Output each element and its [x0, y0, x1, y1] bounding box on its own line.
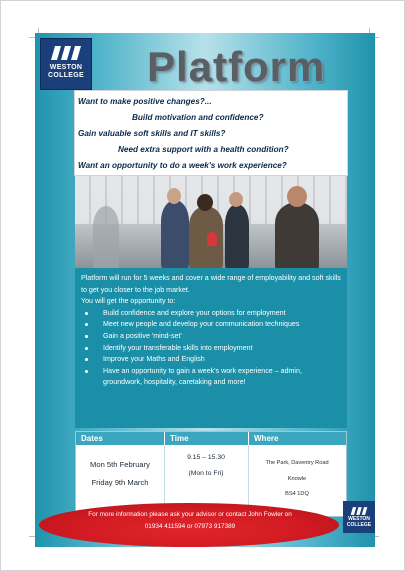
questions-box	[75, 91, 347, 175]
list-item: Identify your transferable skills into employment	[81, 343, 341, 355]
question-3: Gain valuable soft skills and IT skills?	[78, 129, 226, 138]
photo-person-4-head	[287, 186, 307, 207]
photo-person-2	[189, 206, 223, 268]
time-days: (Mon to Fri)	[188, 470, 224, 477]
list-item: Build confidence and explore your options for employment	[81, 308, 341, 320]
photo-person-3-head	[229, 192, 243, 207]
photo-person-1	[161, 200, 189, 268]
venue-line-1: The Park, Daventry Road	[265, 460, 329, 466]
college-emblem-icon	[51, 44, 81, 62]
photo-person-1-head	[167, 188, 181, 204]
venue-postcode: BS4 1DQ	[285, 491, 309, 497]
photo-person-2-head	[197, 194, 213, 211]
header-dates: Dates	[81, 434, 103, 443]
footer-line-2: 01934 411594 or 07973 917389	[144, 523, 236, 530]
list-item: Gain a positive 'mind-set'	[81, 331, 341, 343]
footer-line-1: For more information please ask your advisor or contact John Fowler on	[88, 511, 292, 518]
date-start: Mon 5th February	[90, 460, 150, 469]
logo-small-text-line2: COLLEGE	[346, 522, 372, 528]
poster-title: Platform	[147, 43, 326, 90]
college-emblem-icon	[350, 506, 368, 516]
venue-line-2: Knowle	[287, 476, 307, 482]
programme-intro: Platform will run for 5 weeks and cover a wide range of employability and soft skills to get you closer to the job market.	[81, 274, 341, 294]
photo-person-blurred	[93, 206, 119, 268]
photo-person-3	[225, 204, 249, 268]
weston-college-logo	[40, 38, 92, 90]
opportunity-list	[81, 308, 341, 389]
question-4: Need extra support with a health condition?	[118, 145, 289, 154]
list-item: Meet new people and develop your communication techniques	[81, 319, 341, 331]
question-2: Build motivation and confidence?	[132, 113, 264, 122]
logo-text-line2: COLLEGE	[48, 72, 84, 79]
contact-footer	[35, 501, 375, 547]
students-photo	[75, 176, 347, 268]
poster	[35, 33, 375, 547]
question-1: Want to make positive changes?...	[78, 97, 212, 106]
programme-lead: You will get the opportunity to:	[81, 297, 176, 306]
list-item: Have an opportunity to gain a week's work experience – admin, groundwork, hospitality, caretaking and more!	[81, 366, 341, 389]
question-5: Want an opportunity to do a week's work experience?	[78, 161, 287, 170]
time-hours: 9.15 – 15.30	[187, 454, 225, 461]
photo-red-cup	[207, 232, 217, 246]
programme-info	[75, 268, 347, 428]
header-time: Time	[164, 432, 248, 445]
photo-person-4	[275, 202, 319, 268]
schedule-header	[76, 432, 346, 445]
date-end: Friday 9th March	[91, 478, 149, 487]
logo-small-text-line1: WESTON	[348, 516, 370, 522]
header-where: Where	[248, 432, 346, 445]
logo-text-line1: WESTON	[49, 64, 83, 71]
footer-text	[55, 509, 325, 533]
list-item: Improve your Maths and English	[81, 354, 341, 366]
weston-college-logo-small	[343, 501, 375, 533]
